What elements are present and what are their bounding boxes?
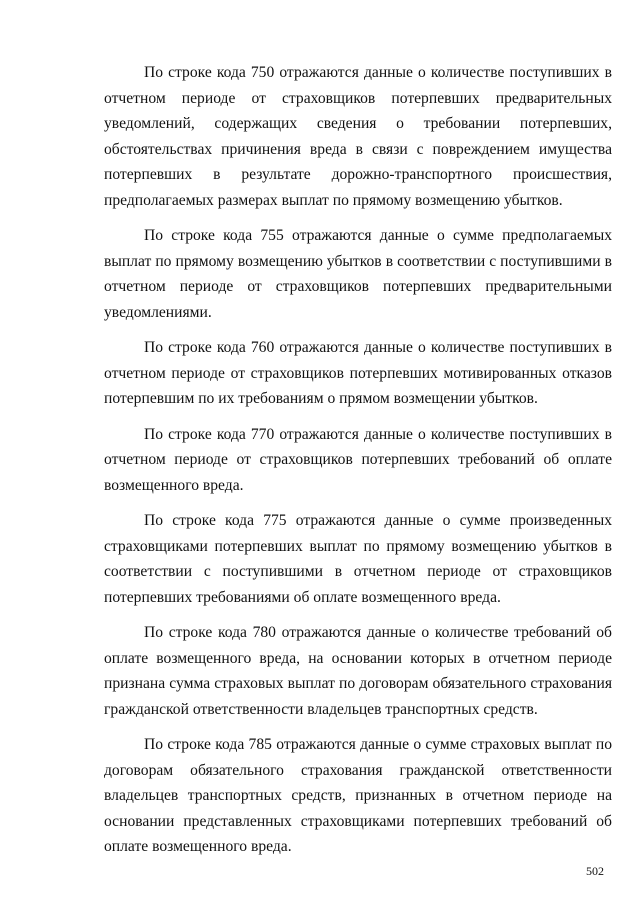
paragraph-code-755: По строке кода 755 отражаются данные о сумме предполагаемых выплат по прямому возмещению убытков в соответствии с поступившими в отчетном периоде от страховщиков потерпевших предварительными уведомлениями. xyxy=(104,227,612,321)
paragraph-code-785: По строке кода 785 отражаются данные о сумме страховых выплат по договорам обязательного страхования гражданской ответственности владельцев транспортных средств, признанных в отчетном периоде на основании представленных страховщиками потерпевших требований об оплате возмещенного вреда. xyxy=(104,736,612,855)
page-number: 502 xyxy=(586,864,604,878)
paragraph-code-760: По строке кода 760 отражаются данные о количестве поступивших в отчетном периоде от страховщиков потерпевших мотивированных отказов потерпевшим по их требованиям о прямом возмещении убытков. xyxy=(104,339,612,407)
paragraph-code-770: По строке кода 770 отражаются данные о количестве поступивших в отчетном периоде от страховщиков потерпевших требований об оплате возмещенного вреда. xyxy=(104,425,612,494)
paragraph-code-775: По строке кода 775 отражаются данные о сумме произведенных страховщиками потерпевших выплат по прямому возмещению убытков в соответствии с поступившими в отчетном периоде от страховщиков потерпевших требованиями об оплате возмещенного вреда. xyxy=(104,512,612,606)
document-body xyxy=(104,60,612,870)
paragraph-code-780: По строке кода 780 отражаются данные о количестве требований об оплате возмещенного вреда, на основании которых в отчетном периоде признана сумма страховых выплат по договорам обязательного страхования гражданской ответственности владельцев транспортных средств. xyxy=(104,624,612,718)
paragraph-code-750: По строке кода 750 отражаются данные о количестве поступивших в отчетном периоде от страховщиков потерпевших предварительных уведомлений, содержащих сведения о требовании потерпевших, обстоятельствах причинения вреда в связи с повреждением имущества потерпевших в результате дорожно-транспортного происшествия, предполагаемых размерах выплат по прямому возмещению убытков. xyxy=(104,64,612,209)
